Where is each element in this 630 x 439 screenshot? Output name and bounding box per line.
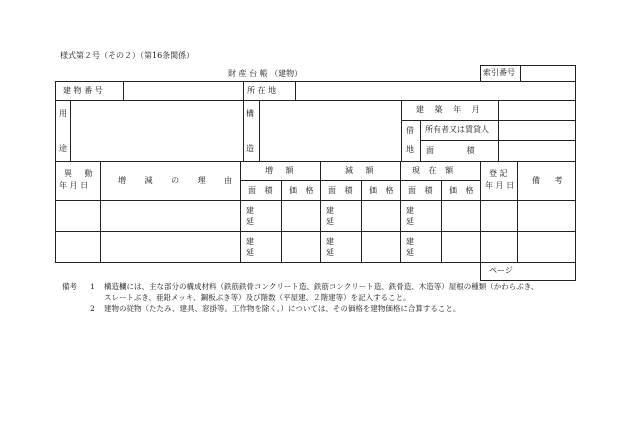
en-label: 延 — [406, 248, 414, 257]
lease-label-top: 借 — [406, 126, 414, 135]
note-1-line-2: スレートぶき、亜鉛メッキ、鋼板ぶき等）及び階数（平屋建、２階建等）を記入すること。 — [104, 293, 411, 302]
current-area-label: 面 積 — [408, 186, 433, 195]
remarks-label: 備 考 — [532, 176, 563, 185]
decrease-price-label: 価 格 — [369, 186, 394, 195]
note-2-number: 2 — [90, 304, 95, 313]
use-label-top: 用 — [59, 109, 67, 118]
note-1-line-1: 構造欄には、主な部分の構成材料（鉄筋鉄骨コンクリート造、鉄筋コンクリート造、鉄骨造、木造等）屋根の種類（かわらぶき、 — [104, 282, 539, 291]
location-label: 所 在 地 — [247, 86, 277, 95]
increase-area-label: 面 積 — [248, 186, 273, 195]
en-label: 延 — [246, 248, 254, 257]
notes-heading: 備考 — [62, 282, 77, 291]
registration-label-2: 年 月 日 — [485, 181, 515, 190]
ken-label: 建 — [326, 237, 334, 246]
index-number-label: 索引番号 — [483, 68, 515, 77]
note-1-number: 1 — [90, 282, 95, 291]
change-date-label: 異 動 — [64, 169, 93, 178]
building-number-label: 建 物 番 号 — [63, 86, 103, 95]
decrease-area-label: 面 積 — [328, 186, 353, 195]
current-amount-label: 現 在 額 — [412, 166, 454, 175]
increase-price-label: 価 格 — [289, 186, 314, 195]
ken-label: 建 — [406, 206, 414, 215]
page-title: 財 産 台 帳 （建物） — [228, 69, 303, 78]
change-date-label-2: 年 月 日 — [59, 181, 89, 190]
en-label: 延 — [326, 217, 334, 226]
page-label: ページ — [489, 266, 513, 275]
lease-label-bottom: 地 — [406, 145, 414, 154]
increase-label: 増 額 — [265, 166, 294, 175]
ken-label: 建 — [326, 206, 334, 215]
ken-label: 建 — [246, 237, 254, 246]
reason-label: 増 減 の 理 由 — [118, 176, 233, 185]
ken-label: 建 — [406, 237, 414, 246]
structure-label-bottom: 造 — [246, 144, 254, 153]
en-label: 延 — [326, 248, 334, 257]
structure-label-top: 構 — [246, 109, 254, 118]
decrease-label: 減 額 — [345, 166, 374, 175]
en-label: 延 — [406, 217, 414, 226]
use-label-bottom: 途 — [59, 144, 67, 153]
ken-label: 建 — [246, 206, 254, 215]
owner-label: 所有者又は賃貸人 — [425, 125, 489, 134]
form-number: 様式第２号（その２）（第16条関係） — [60, 51, 195, 60]
en-label: 延 — [246, 217, 254, 226]
note-2-line-1: 建物の従物（たたみ、建具、窓掛等。工作物を除く。）については、その価格を建物価格に合算すること。 — [104, 304, 461, 313]
registration-label: 登 記 — [489, 169, 508, 178]
land-area-label: 面 積 — [426, 146, 475, 155]
built-date-label: 建 築 年 月 — [416, 105, 480, 114]
current-price-label: 価 格 — [449, 186, 474, 195]
